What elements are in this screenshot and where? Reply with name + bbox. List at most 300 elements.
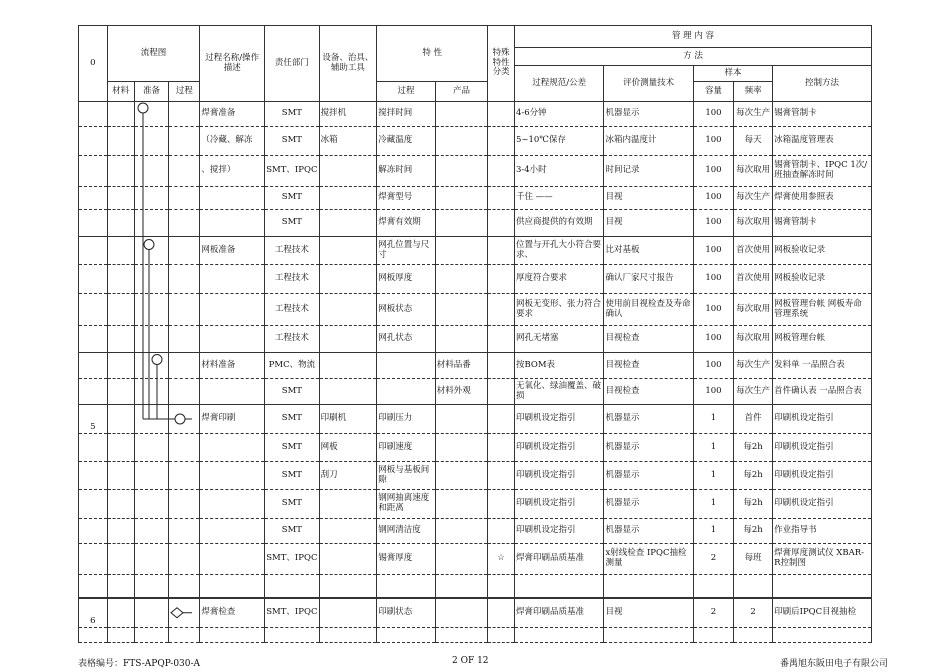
cell-special-char: ☆ <box>488 544 515 575</box>
cell-flow <box>169 462 200 490</box>
cell-char-product: 材料品番 <box>435 353 487 379</box>
cell-sample-capacity: 100 <box>693 187 733 210</box>
cell-sample-frequency: 每天 <box>734 127 773 156</box>
cell-row-number <box>79 156 108 187</box>
cell-flow <box>134 544 169 575</box>
cell-control-method: 印刷后IPQC目视抽检 <box>773 598 872 628</box>
table-row <box>79 575 872 599</box>
cell-eval-method: 目视检查 <box>604 353 693 379</box>
cell-control-method: 网板管理台帐 网板寿命管理系统 <box>773 294 872 326</box>
cell-department: PMC、物流 <box>265 353 320 379</box>
cell-flow <box>107 187 134 210</box>
cell-row-number: 5 <box>79 405 108 434</box>
cell-spec: 焊膏印刷品质基准 <box>514 598 603 628</box>
cell-process-name: 焊膏印刷 <box>200 405 265 434</box>
cell-flow <box>107 434 134 462</box>
cell-char-product <box>435 519 487 544</box>
cell-department: SMT <box>265 379 320 405</box>
cell-row-number <box>79 575 108 599</box>
cell-sample-capacity: 2 <box>693 544 733 575</box>
cell-char-process <box>377 575 436 599</box>
table-row <box>79 210 872 237</box>
cell-department: SMT、IPQC <box>265 598 320 628</box>
cell-equipment <box>319 379 377 405</box>
table-row <box>79 326 872 353</box>
cell-sample-capacity: 100 <box>693 156 733 187</box>
cell-department: SMT <box>265 405 320 434</box>
cell-equipment <box>319 265 377 294</box>
cell-eval-method: 机器显示 <box>604 462 693 490</box>
cell-row-number <box>79 462 108 490</box>
cell-sample-capacity: 1 <box>693 519 733 544</box>
cell-spec: 3-4小时 <box>514 156 603 187</box>
cell-flow <box>169 210 200 237</box>
cell-row-number <box>79 434 108 462</box>
header-frequency: 频率 <box>734 82 773 102</box>
cell-special-char <box>488 210 515 237</box>
cell-flow <box>169 405 200 434</box>
cell-process-name <box>200 575 265 599</box>
cell-eval-method: 目视 <box>604 598 693 628</box>
cell-sample-frequency: 每次生产 <box>734 102 773 127</box>
header-prepare: 准备 <box>134 82 169 102</box>
cell-control-method: 焊膏使用参照表 <box>773 187 872 210</box>
cell-flow <box>107 237 134 265</box>
cell-flow <box>134 237 169 265</box>
cell-equipment <box>319 519 377 544</box>
table-row <box>79 265 872 294</box>
cell-char-product <box>435 326 487 353</box>
cell-sample-frequency: 每2h <box>734 434 773 462</box>
table-row <box>79 519 872 544</box>
cell-equipment: 网板 <box>319 434 377 462</box>
cell-sample-capacity: 100 <box>693 265 733 294</box>
cell-process-name <box>200 490 265 519</box>
cell-flow <box>107 544 134 575</box>
cell-control-method <box>773 628 872 643</box>
cell-char-process: 印刷压力 <box>377 405 436 434</box>
cell-control-method: 锡膏管制卡 <box>773 102 872 127</box>
cell-control-method <box>773 575 872 599</box>
cell-spec: 印刷机设定指引 <box>514 490 603 519</box>
cell-flow <box>169 187 200 210</box>
cell-sample-capacity: 100 <box>693 353 733 379</box>
cell-eval-method: 机器显示 <box>604 519 693 544</box>
cell-equipment <box>319 575 377 599</box>
cell-flow <box>134 294 169 326</box>
cell-special-char <box>488 156 515 187</box>
cell-spec: 印刷机设定指引 <box>514 434 603 462</box>
cell-sample-capacity <box>693 575 733 599</box>
cell-row-number <box>79 102 108 127</box>
cell-control-method: 印刷机设定指引 <box>773 462 872 490</box>
cell-process-name <box>200 379 265 405</box>
cell-process-name <box>200 628 265 643</box>
cell-flow <box>134 405 169 434</box>
cell-flow <box>169 519 200 544</box>
cell-eval-method: 机器显示 <box>604 102 693 127</box>
cell-flow <box>107 628 134 643</box>
cell-flow <box>169 127 200 156</box>
cell-control-method: 印刷机设定指引 <box>773 490 872 519</box>
company-name: 番禺旭东阪田电子有限公司 <box>779 659 888 669</box>
cell-sample-frequency: 每次取用 <box>734 210 773 237</box>
cell-department: SMT、IPQC <box>265 156 320 187</box>
cell-special-char <box>488 102 515 127</box>
table-row <box>79 379 872 405</box>
cell-flow <box>107 490 134 519</box>
cell-equipment: 搅拌机 <box>319 102 377 127</box>
cell-flow <box>107 265 134 294</box>
cell-char-process: 印刷状态 <box>377 598 436 628</box>
cell-flow <box>134 519 169 544</box>
cell-process-name <box>200 265 265 294</box>
cell-spec: 印刷机设定指引 <box>514 519 603 544</box>
cell-sample-capacity: 1 <box>693 490 733 519</box>
header-management: 管 理 内 容 <box>514 26 871 48</box>
cell-char-product <box>435 434 487 462</box>
cell-eval-method: 确认厂家尺寸报告 <box>604 265 693 294</box>
cell-equipment <box>319 628 377 643</box>
cell-flow <box>134 628 169 643</box>
cell-sample-capacity: 100 <box>693 326 733 353</box>
cell-row-number <box>79 187 108 210</box>
cell-special-char <box>488 575 515 599</box>
header-material: 材料 <box>107 82 134 102</box>
cell-process-name: 焊膏准备 <box>200 102 265 127</box>
cell-flow <box>107 462 134 490</box>
table-row <box>79 127 872 156</box>
cell-spec: 位置与开孔大小符合要求、 <box>514 237 603 265</box>
cell-eval-method: 使用前目视检查及寿命确认 <box>604 294 693 326</box>
cell-department: SMT <box>265 127 320 156</box>
cell-equipment <box>319 544 377 575</box>
cell-spec: 厚度符合要求 <box>514 265 603 294</box>
cell-control-method: 首件确认表 一品照合表 <box>773 379 872 405</box>
cell-flow <box>169 326 200 353</box>
cell-sample-frequency: 首件 <box>734 405 773 434</box>
table-row <box>79 353 872 379</box>
cell-row-number <box>79 127 108 156</box>
cell-special-char <box>488 434 515 462</box>
cell-char-product <box>435 156 487 187</box>
cell-row-number <box>79 294 108 326</box>
cell-equipment <box>319 210 377 237</box>
cell-char-product <box>435 544 487 575</box>
cell-flow <box>134 187 169 210</box>
cell-flow <box>169 237 200 265</box>
table-row <box>79 187 872 210</box>
cell-equipment <box>319 490 377 519</box>
cell-flow <box>107 598 134 628</box>
cell-eval-method <box>604 628 693 643</box>
cell-flow <box>134 490 169 519</box>
cell-char-product <box>435 265 487 294</box>
cell-spec: 网板无变形、张力符合要求 <box>514 294 603 326</box>
cell-process-name <box>200 462 265 490</box>
cell-sample-frequency: 每次取用 <box>734 294 773 326</box>
header-spec: 过程规范/公差 <box>514 66 603 102</box>
cell-process-name <box>200 519 265 544</box>
table-row <box>79 462 872 490</box>
cell-flow <box>169 379 200 405</box>
cell-control-method: 印刷机设定指引 <box>773 434 872 462</box>
cell-sample-frequency <box>734 628 773 643</box>
cell-control-method: 锡膏管制卡、IPQC 1次/班抽查解冻时间 <box>773 156 872 187</box>
cell-spec: 焊膏印刷品质基准 <box>514 544 603 575</box>
cell-char-process: 解冻时间 <box>377 156 436 187</box>
cell-sample-capacity: 2 <box>693 598 733 628</box>
cell-sample-capacity <box>693 628 733 643</box>
cell-sample-frequency: 每2h <box>734 490 773 519</box>
cell-flow <box>169 575 200 599</box>
cell-char-product <box>435 210 487 237</box>
cell-sample-frequency: 首次使用 <box>734 237 773 265</box>
cell-special-char <box>488 519 515 544</box>
cell-special-char <box>488 490 515 519</box>
cell-flow <box>169 265 200 294</box>
cell-eval-method: 目视检查 <box>604 326 693 353</box>
cell-spec: 5~10℃保存 <box>514 127 603 156</box>
cell-equipment <box>319 187 377 210</box>
cell-flow <box>134 575 169 599</box>
cell-spec: 网孔无堵塞 <box>514 326 603 353</box>
cell-sample-frequency: 每次生产 <box>734 187 773 210</box>
cell-department: 工程技术 <box>265 294 320 326</box>
header-department: 责任部门 <box>265 26 320 102</box>
cell-char-process: 网板厚度 <box>377 265 436 294</box>
cell-eval-method: 目视 <box>604 187 693 210</box>
cell-char-product: 材料外观 <box>435 379 487 405</box>
form-number: 表格编号：FTS-APQP-030-A <box>78 659 201 669</box>
cell-spec: 4-6分钟 <box>514 102 603 127</box>
cell-special-char <box>488 379 515 405</box>
cell-special-char <box>488 628 515 643</box>
cell-char-process: 网板状态 <box>377 294 436 326</box>
cell-char-product <box>435 405 487 434</box>
cell-sample-frequency: 每次生产 <box>734 353 773 379</box>
cell-row-number <box>79 544 108 575</box>
cell-row-number <box>79 490 108 519</box>
cell-department: SMT <box>265 210 320 237</box>
cell-flow <box>169 156 200 187</box>
cell-control-method: 网板验收记录 <box>773 265 872 294</box>
cell-flow <box>107 379 134 405</box>
header-sample: 样本 <box>693 66 772 82</box>
cell-sample-frequency: 每次取用 <box>734 326 773 353</box>
cell-char-product <box>435 237 487 265</box>
cell-flow <box>107 326 134 353</box>
cell-special-char <box>488 326 515 353</box>
cell-char-process <box>377 353 436 379</box>
cell-department <box>265 575 320 599</box>
cell-spec: 印刷机设定指引 <box>514 462 603 490</box>
header-process-name: 过程名称/操作描述 <box>200 26 265 102</box>
cell-flow <box>169 353 200 379</box>
cell-flow <box>134 434 169 462</box>
cell-sample-frequency <box>734 575 773 599</box>
cell-flow <box>134 379 169 405</box>
cell-control-method: 网板管理台帐 <box>773 326 872 353</box>
cell-row-number <box>79 379 108 405</box>
table-row <box>79 434 872 462</box>
cell-equipment <box>319 353 377 379</box>
cell-flow <box>134 210 169 237</box>
cell-char-process: 锡膏厚度 <box>377 544 436 575</box>
table-row <box>79 544 872 575</box>
cell-process-name <box>200 434 265 462</box>
cell-flow <box>107 127 134 156</box>
cell-spec: 供应商提供的有效期 <box>514 210 603 237</box>
cell-sample-capacity: 100 <box>693 127 733 156</box>
cell-department: SMT <box>265 490 320 519</box>
cell-flow <box>107 294 134 326</box>
cell-spec <box>514 628 603 643</box>
cell-equipment <box>319 598 377 628</box>
cell-char-process: 网孔状态 <box>377 326 436 353</box>
cell-flow <box>169 434 200 462</box>
cell-char-product <box>435 598 487 628</box>
cell-special-char <box>488 237 515 265</box>
cell-department: 工程技术 <box>265 237 320 265</box>
table-row <box>79 405 872 434</box>
cell-process-name <box>200 294 265 326</box>
cell-department: SMT、IPQC <box>265 544 320 575</box>
cell-process-name <box>200 187 265 210</box>
cell-sample-frequency: 每次取用 <box>734 156 773 187</box>
cell-sample-frequency: 每2h <box>734 462 773 490</box>
cell-char-process: 冷藏温度 <box>377 127 436 156</box>
cell-eval-method: 目视 <box>604 210 693 237</box>
cell-char-product <box>435 294 487 326</box>
cell-flow <box>107 575 134 599</box>
table-row <box>79 237 872 265</box>
cell-row-number <box>79 210 108 237</box>
cell-process-name: 焊膏检查 <box>200 598 265 628</box>
cell-department: SMT <box>265 519 320 544</box>
cell-department <box>265 628 320 643</box>
table-row <box>79 156 872 187</box>
cell-sample-capacity: 1 <box>693 462 733 490</box>
cell-flow <box>107 405 134 434</box>
table-row <box>79 294 872 326</box>
page-number: 2 OF 12 <box>452 656 489 666</box>
cell-special-char <box>488 265 515 294</box>
cell-eval-method: 机器显示 <box>604 405 693 434</box>
cell-row-number <box>79 265 108 294</box>
header-equipment: 设备、治具、辅助工具 <box>319 26 377 102</box>
cell-special-char <box>488 127 515 156</box>
cell-spec: 按BOM表 <box>514 353 603 379</box>
cell-equipment <box>319 294 377 326</box>
cell-flow <box>134 598 169 628</box>
cell-eval-method: 时间记录 <box>604 156 693 187</box>
cell-char-process: 钢网抽离速度和距离 <box>377 490 436 519</box>
cell-char-process <box>377 379 436 405</box>
cell-flow <box>169 294 200 326</box>
cell-sample-frequency: 每2h <box>734 519 773 544</box>
cell-control-method: 锡膏管制卡 <box>773 210 872 237</box>
cell-eval-method: 目视检查 <box>604 379 693 405</box>
cell-char-product <box>435 102 487 127</box>
cell-equipment <box>319 237 377 265</box>
cell-row-number <box>79 628 108 643</box>
cell-sample-capacity: 1 <box>693 434 733 462</box>
header-process: 过程 <box>169 82 200 102</box>
header-char-process: 过程 <box>377 82 436 102</box>
cell-char-product <box>435 628 487 643</box>
cell-spec: 无氧化、绿油覆盖、破损 <box>514 379 603 405</box>
cell-process-name: （冷藏、解冻 <box>200 127 265 156</box>
cell-char-process: 焊膏型号 <box>377 187 436 210</box>
table-row <box>79 628 872 643</box>
cell-flow <box>169 490 200 519</box>
cell-char-process: 焊膏有效期 <box>377 210 436 237</box>
cell-flow <box>169 598 200 628</box>
header-row-no: 0 <box>79 26 108 102</box>
cell-flow <box>134 102 169 127</box>
cell-control-method: 网板验收记录 <box>773 237 872 265</box>
cell-flow <box>107 519 134 544</box>
cell-department: 工程技术 <box>265 265 320 294</box>
cell-department: SMT <box>265 434 320 462</box>
cell-char-process: 印刷速度 <box>377 434 436 462</box>
cell-flow <box>107 353 134 379</box>
cell-special-char <box>488 187 515 210</box>
cell-flow <box>169 102 200 127</box>
table-row <box>79 598 872 628</box>
cell-spec <box>514 575 603 599</box>
cell-char-product <box>435 575 487 599</box>
cell-char-process: 网板与基板间隙 <box>377 462 436 490</box>
cell-flow <box>107 210 134 237</box>
cell-sample-capacity: 100 <box>693 237 733 265</box>
cell-sample-frequency: 首次使用 <box>734 265 773 294</box>
cell-eval-method: 冰箱内温度计 <box>604 127 693 156</box>
cell-char-process <box>377 628 436 643</box>
cell-control-method: 印刷机设定指引 <box>773 405 872 434</box>
cell-row-number <box>79 519 108 544</box>
cell-row-number: 6 <box>79 598 108 628</box>
cell-spec: 印刷机设定指引 <box>514 405 603 434</box>
cell-flow <box>107 156 134 187</box>
header-capacity: 容量 <box>693 82 733 102</box>
header-char-product: 产品 <box>435 82 487 102</box>
cell-equipment <box>319 156 377 187</box>
cell-department: SMT <box>265 462 320 490</box>
header-eval: 评价测量技术 <box>604 66 693 102</box>
cell-process-name: 、搅拌） <box>200 156 265 187</box>
cell-flow <box>134 127 169 156</box>
cell-flow <box>169 544 200 575</box>
header-flow-chart: 流程图 <box>107 26 200 82</box>
cell-eval-method: 比对基板 <box>604 237 693 265</box>
cell-special-char <box>488 462 515 490</box>
cell-char-product <box>435 462 487 490</box>
cell-equipment: 刮刀 <box>319 462 377 490</box>
cell-department: SMT <box>265 187 320 210</box>
cell-sample-frequency: 每次生产 <box>734 379 773 405</box>
cell-row-number <box>79 237 108 265</box>
cell-flow <box>169 628 200 643</box>
header-characteristic: 特 性 <box>377 26 488 82</box>
cell-eval-method: 机器显示 <box>604 434 693 462</box>
cell-eval-method: x射线检查 IPQC抽检测量 <box>604 544 693 575</box>
cell-eval-method: 机器显示 <box>604 490 693 519</box>
cell-char-product <box>435 490 487 519</box>
table-row <box>79 490 872 519</box>
cell-flow <box>134 265 169 294</box>
